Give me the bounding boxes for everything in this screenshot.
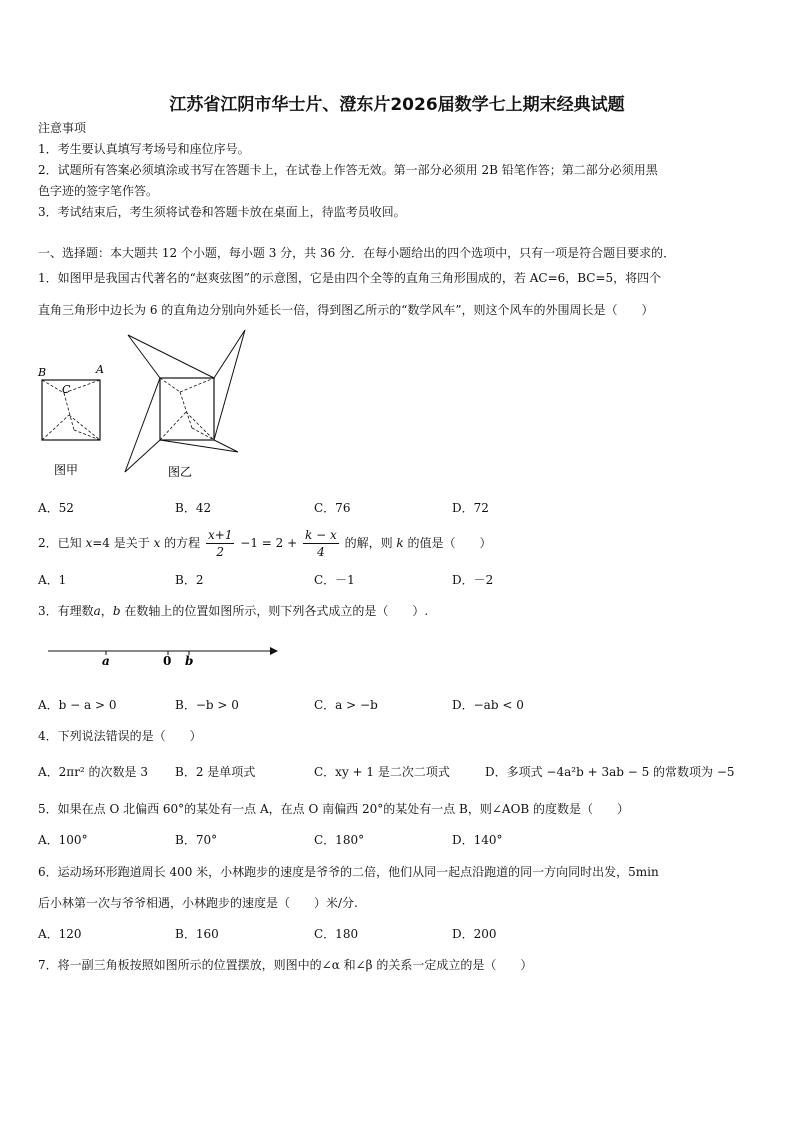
- axis-label-b: b: [185, 654, 194, 668]
- q6-line-2: 后小林第一次与爷爷相遇，小林跑步的速度是（ ）米/分.: [38, 896, 358, 910]
- q5-option-b: B．70°: [175, 833, 218, 847]
- notice-heading: 注意事项: [38, 121, 87, 135]
- q1-option-c: C．76: [314, 501, 351, 515]
- q3-stem: 3．有理数a，b 在数轴上的位置如图所示，则下列各式成立的是（ ）.: [38, 604, 429, 618]
- q5-stem: 5．如果在点 O 北偏西 60°的某处有一点 A，在点 O 南偏西 20°的某处有一点 B，则∠AOB 的度数是（ ）: [38, 802, 630, 816]
- label-a: A: [96, 363, 104, 376]
- q5-option-c: C．180°: [314, 833, 365, 847]
- q5-option-d: D．140°: [452, 833, 503, 847]
- notice-item-2-cont: 色字迹的签字笔作答。: [38, 184, 159, 198]
- q2-option-a: A．1: [38, 573, 67, 587]
- label-b: B: [38, 366, 47, 379]
- q6-option-c: C．180: [314, 927, 359, 941]
- q1-line-1: 1．如图甲是我国古代著名的“赵爽弦图”的示意图，它是由四个全等的直角三角形围成的，若 AC=6，BC=5，将四个: [38, 271, 662, 285]
- axis-label-0: 0: [163, 654, 172, 668]
- notice-item-1: 1．考生要认真填写考场号和座位序号。: [38, 142, 250, 156]
- q2-stem: 2．已知 x=4 是关于 x 的方程 $\frac{x+1}{2}$ −1 = 2 + $\frac{k - x}{4}$ 的解，则 k 的值是（ ）: [38, 528, 492, 559]
- q1-line-2: 直角三角形中边长为 6 的直角边分别向外延长一倍，得到图乙所示的“数学风车”，则这个风车的外围周长是（ ）: [38, 303, 654, 317]
- q1-figure-b: [120, 330, 250, 485]
- q1-option-d: D．72: [452, 501, 489, 515]
- q1-option-a: A．52: [38, 501, 74, 515]
- q4-option-a: A．2πr² 的次数是 3: [38, 765, 148, 779]
- q6-option-b: B．160: [175, 927, 219, 941]
- q3-number-line: [44, 640, 284, 670]
- q1-figure-a: [34, 360, 114, 485]
- q4-stem: 4．下列说法错误的是（ ）: [38, 729, 202, 743]
- q3-option-c: C．a > −b: [314, 698, 378, 712]
- label-c: C: [62, 383, 71, 396]
- section-heading: 一、选择题：本大题共 12 个小题，每小题 3 分，共 36 分．在每小题给出的四个选项中，只有一项是符合题目要求的．: [38, 246, 676, 260]
- q2-option-c: C．－1: [314, 573, 355, 587]
- q6-line-1: 6．运动场环形跑道周长 400 米，小林跑步的速度是爷爷的二倍，他们从同一起点沿跑道的同一方向同时出发，5min: [38, 865, 659, 879]
- q7-stem: 7．将一副三角板按照如图所示的位置摆放，则图中的∠α 和∠β 的关系一定成立的是（ ）: [38, 958, 533, 972]
- q4-option-b: B．2 是单项式: [175, 765, 256, 779]
- q4-option-c: C．xy + 1 是二次二项式: [314, 765, 450, 779]
- q2-option-d: D．－2: [452, 573, 494, 587]
- q3-option-b: B．−b > 0: [175, 698, 239, 712]
- q5-option-a: A．100°: [38, 833, 88, 847]
- figure-b-caption: 图乙: [168, 465, 193, 479]
- q4-option-d: D．多项式 −4a²b + 3ab − 5 的常数项为 −5: [485, 765, 735, 779]
- q3-option-d: D．−ab < 0: [452, 698, 524, 712]
- q6-option-a: A．120: [38, 927, 82, 941]
- figure-a-caption: 图甲: [54, 463, 79, 477]
- axis-label-a: a: [102, 654, 110, 668]
- notice-item-2: 2．试题所有答案必须填涂或书写在答题卡上，在试卷上作答无效。第一部分必须用 2B 铅笔作答；第二部分必须用黑: [38, 163, 658, 177]
- notice-item-3: 3．考试结束后，考生须将试卷和答题卡放在桌面上，待监考员收回。: [38, 205, 406, 219]
- q3-option-a: A．b − a > 0: [38, 698, 117, 712]
- q1-option-b: B．42: [175, 501, 212, 515]
- q2-option-b: B．2: [175, 573, 204, 587]
- page-title: 江苏省江阴市华士片、澄东片2026届数学七上期末经典试题: [169, 95, 625, 115]
- q6-option-d: D．200: [452, 927, 497, 941]
